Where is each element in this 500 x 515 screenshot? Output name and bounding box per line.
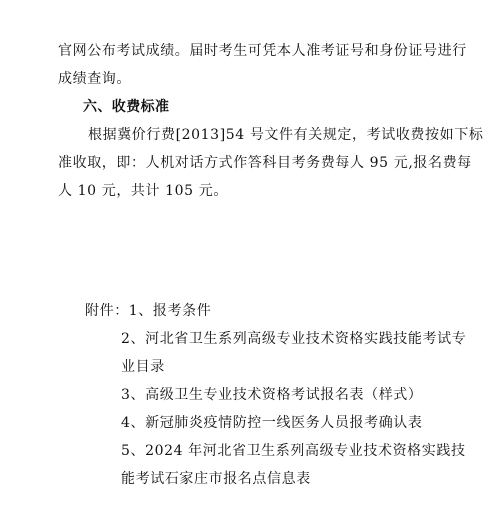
paragraph-line: 根据冀价行费[2013]54 号文件有关规定，考试收费按如下标 (88, 127, 484, 143)
attachment-item: 2、河北省卫生系列高级专业技术资格实践技能考试专 (121, 331, 467, 347)
paragraph-line: 人 10 元，共计 105 元。 (58, 183, 228, 199)
attachment-item: 业目录 (121, 359, 165, 375)
attachment-item: 5、2024 年河北省卫生系列高级专业技术资格实践技 (121, 443, 466, 459)
section-heading: 六、收费标准 (83, 99, 170, 115)
paragraph-line: 准收取，即：人机对话方式作答科目考务费每人 95 元,报名费每 (58, 155, 472, 171)
attachment-item: 3、高级卫生专业技术资格考试报名表（样式） (121, 387, 423, 403)
attachment-item: 附件：1、报考条件 (85, 303, 212, 319)
attachment-item: 4、新冠肺炎疫情防控一线医务人员报考确认表 (121, 415, 423, 431)
attachment-item: 能考试石家庄市报名点信息表 (121, 471, 311, 487)
paragraph-line: 官网公布考试成绩。届时考生可凭本人准考证号和身份证号进行 (58, 43, 467, 59)
paragraph-line: 成绩查询。 (58, 71, 131, 87)
